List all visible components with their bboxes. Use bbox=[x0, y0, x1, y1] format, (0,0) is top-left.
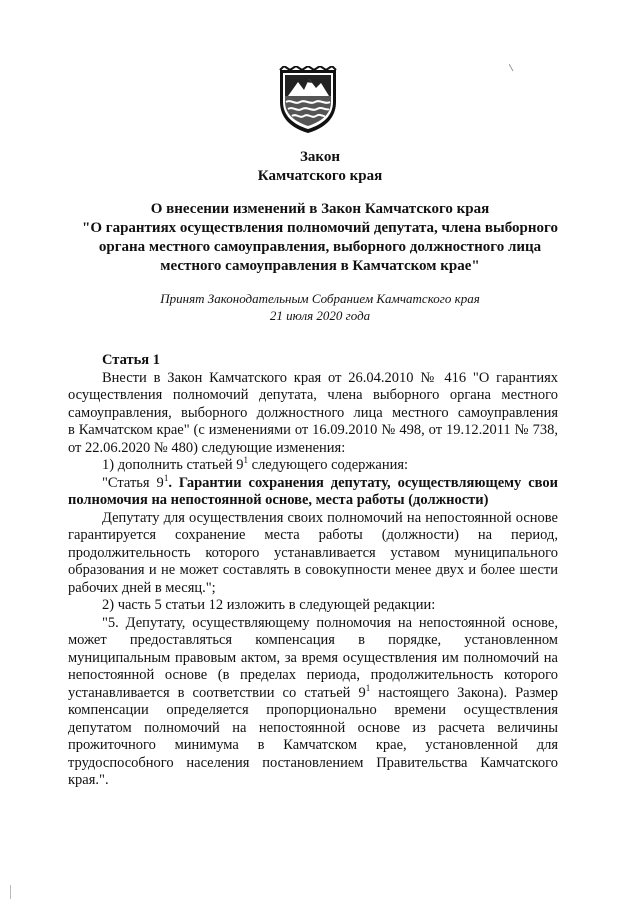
item-2: 2) часть 5 статьи 12 изложить в следующей редакции: bbox=[102, 597, 436, 613]
item-1-text: 1) дополнить статьей 9 bbox=[102, 457, 244, 473]
part-5-sup: 1 bbox=[365, 682, 371, 693]
law-subtitle-line1: О внесении изменений в Закон Камчатского края bbox=[150, 201, 490, 217]
part-5-text bbox=[68, 615, 558, 790]
article-body bbox=[68, 352, 558, 790]
adoption-note bbox=[0, 290, 640, 324]
item-1-text-end: следующего содержания: bbox=[248, 457, 409, 473]
law-title-line1: Закон bbox=[299, 149, 340, 165]
law-subtitle-line3: органа местного самоуправления, выборного должностного лица bbox=[98, 239, 542, 255]
part-5-text-start: "5. Депутату, осуществляющему полномочия на непостоянной основе, может предоставляться компенсация в порядке, установленном муниципальным правовым актом, за время осуществления им полномочий на непостоянной основе (в пределах периода, продолжительность которого устанавливается в соответствии со статьей 9 bbox=[68, 614, 558, 701]
intro-line1: Внести в Закон Камчатского края от 26.04.2010 № 416 "О гарантиях bbox=[102, 369, 558, 386]
law-title-line2: Камчатского края bbox=[257, 168, 383, 184]
part-5-text-end: настоящего Закона). Размер компенсации определяется пропорционально времени осуществления депутатом полномочий на непостоянной основе из расчета величины прожиточного минимума в Камчатском крае, установленной для трудоспособного населения постановлением Правительства Камчатского края.". bbox=[68, 684, 558, 788]
law-subtitle-line2: "О гарантиях осуществления полномочий депутата, члена выборного bbox=[82, 220, 558, 236]
article-heading: Статья 1 bbox=[102, 352, 160, 368]
new-article-label: "Статья 9 bbox=[102, 474, 164, 491]
law-title bbox=[0, 148, 640, 186]
intro-line3: самоуправления, выборного должностного лица местного самоуправления bbox=[68, 404, 558, 421]
intro-line4: в Камчатском крае" (с изменениями от 16.09.2010 № 498, от 19.12.2011 № 738, от 22.06.2020 № 480) следующие изменения: bbox=[68, 422, 558, 456]
scan-speck bbox=[509, 64, 514, 72]
law-subtitle-line4: местного самоуправления в Камчатском крае" bbox=[160, 258, 480, 274]
new-article-title bbox=[68, 472, 559, 510]
adoption-date: 21 июля 2020 года bbox=[269, 308, 371, 323]
new-article-heading: . Гарантии сохранения депутату, осуществляющему свои полномочия на непостоянной основе, места работы (должности) bbox=[68, 474, 559, 508]
intro-line2: осуществления полномочий депутата, члена выборного органа местного bbox=[68, 387, 558, 403]
scan-margin-mark bbox=[10, 885, 11, 899]
item-1 bbox=[68, 457, 558, 475]
item-1-sup: 1 bbox=[243, 455, 249, 465]
kamchatka-coat-of-arms-icon bbox=[276, 66, 340, 134]
new-article-paragraph: Депутату для осуществления своих полномочий на непостоянной основе гарантируется сохранение места работы (должности) на период, продолжительность которого устанавливается уставом муниципального образования и не может составлять в совокупности менее двух и более шести рабочих дней в месяц."; bbox=[68, 509, 558, 596]
adoption-note-line1: Принят Законодательным Собранием Камчатского края bbox=[160, 291, 480, 306]
new-article-sup: 1 bbox=[163, 472, 169, 483]
law-subtitle bbox=[0, 200, 640, 276]
